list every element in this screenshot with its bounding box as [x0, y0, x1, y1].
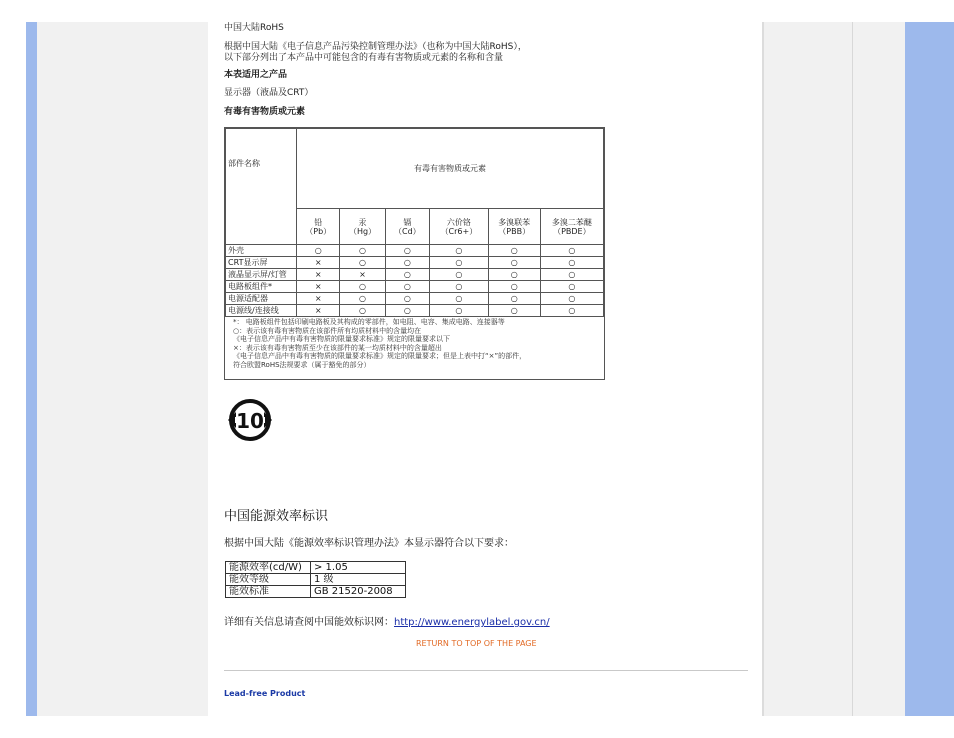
part-name: 电路板组件* — [226, 281, 297, 293]
energy-row — [226, 574, 406, 586]
content-mark: ○ — [488, 269, 540, 281]
substance-symbol: （Pb） — [305, 226, 332, 236]
right-margin-panel — [764, 22, 852, 716]
energy-label: 能效标准 — [226, 586, 311, 598]
content-mark: ○ — [430, 281, 489, 293]
content-mark: ○ — [430, 245, 489, 257]
left-frame-bar — [26, 22, 37, 716]
content-mark: ○ — [340, 245, 385, 257]
rohs-notes — [233, 318, 526, 369]
left-margin-panel — [37, 22, 208, 716]
energy-value: GB 21520-2008 — [311, 586, 406, 598]
content-mark: ○ — [488, 257, 540, 269]
rohs-note-line: 《电子信息产品中有毒有害物质的限量要求标准》规定的限量要求；但是上表中打“×”的部件， — [233, 352, 527, 360]
substance-name: 镉 — [403, 217, 412, 227]
environment-protection-10-logo — [225, 395, 275, 445]
content-mark: × — [297, 269, 340, 281]
substance-name: 汞 — [358, 217, 367, 227]
content-mark: ○ — [340, 257, 385, 269]
lead-free-product-link[interactable]: Lead-free Product — [224, 689, 306, 698]
substance-name: 铅 — [314, 217, 323, 227]
rohs-note-line: 符合欧盟RoHS法规要求（属于豁免的部分） — [233, 360, 371, 369]
substances-heading: 有毒有害物质或元素 — [224, 107, 306, 117]
right-frame-bar — [905, 22, 954, 716]
content-mark: ○ — [385, 305, 430, 317]
substance-symbol: （Hg） — [348, 226, 377, 236]
content-mark: ○ — [385, 257, 430, 269]
substance-name: 六价铬 — [446, 217, 471, 227]
more-info-line — [224, 613, 550, 628]
rohs-row — [226, 281, 604, 293]
right-margin-panel-2 — [853, 22, 905, 716]
content-mark: ○ — [488, 293, 540, 305]
substance-column-header — [385, 209, 430, 245]
rohs-row — [226, 269, 604, 281]
content-mark: ○ — [340, 293, 385, 305]
substance-column-header — [488, 209, 540, 245]
content-mark: ○ — [430, 293, 489, 305]
rohs-note-line: 《电子信息产品中有毒有害物质的限量要求标准》规定的限量要求以下 — [233, 335, 450, 343]
content-mark: ○ — [430, 305, 489, 317]
return-to-top-link[interactable]: RETURN TO TOP OF THE PAGE — [416, 639, 537, 648]
substance-header: 有毒有害物质或元素 — [297, 129, 604, 209]
content-mark: ○ — [430, 269, 489, 281]
product-text: 显示器（液晶及CRT） — [224, 88, 314, 98]
rohs-note-line: ×：表示该有毒有害物质至少在该部件的某一均质材料中的含量超出 — [233, 343, 442, 352]
section-divider — [224, 670, 748, 671]
content-mark: × — [340, 269, 385, 281]
content-mark: ○ — [385, 269, 430, 281]
content-mark: ○ — [488, 245, 540, 257]
rohs-row — [226, 245, 604, 257]
energy-intro: 根据中国大陆《能源效率标识管理办法》本显示器符合以下要求： — [224, 538, 514, 549]
energy-row — [226, 586, 406, 598]
content-mark: ○ — [540, 269, 603, 281]
energy-value: > 1.05 — [311, 562, 406, 574]
substance-column-header — [540, 209, 603, 245]
rohs-intro-line-1: 根据中国大陆《电子信息产品污染控制管理办法》（也称为中国大陆RoHS）， — [224, 42, 527, 52]
content-mark: × — [297, 293, 340, 305]
substance-name: 多溴二苯醚 — [551, 217, 592, 227]
content-mark: × — [297, 257, 340, 269]
part-name: 外壳 — [226, 245, 297, 257]
energy-label: 能源效率(cd/W) — [226, 562, 311, 574]
substance-name: 多溴联苯 — [498, 217, 531, 227]
substance-symbol: （PBB） — [498, 226, 531, 236]
energy-value: 1 级 — [311, 574, 406, 586]
more-info-prefix: 详细有关信息请查阅中国能效标识网： — [224, 617, 394, 628]
content-mark: ○ — [488, 281, 540, 293]
rohs-row — [226, 305, 604, 317]
rohs-table — [225, 128, 604, 317]
energy-row — [226, 562, 406, 574]
content-mark: ○ — [540, 305, 603, 317]
substance-symbol: （Cd） — [394, 226, 421, 236]
substance-column-header — [340, 209, 385, 245]
content-mark: ○ — [488, 305, 540, 317]
energy-table — [225, 561, 406, 598]
part-name: 电源适配器 — [226, 293, 297, 305]
substance-column-header — [297, 209, 340, 245]
rohs-note-line: *： 电路板组件包括印刷电路板及其构成的零部件，如电阻、电容、集成电路、连接器等 — [233, 318, 505, 326]
rohs-title: 中国大陆RoHS — [224, 23, 284, 33]
content-mark: ○ — [430, 257, 489, 269]
energy-label: 能效等级 — [226, 574, 311, 586]
energy-heading: 中国能源效率标识 — [224, 509, 329, 524]
content-mark: ○ — [385, 245, 430, 257]
content-mark: ○ — [540, 293, 603, 305]
rohs-note-line: ○：表示该有毒有害物质在该部件所有均质材料中的含量均在 — [233, 326, 422, 335]
rohs-row — [226, 293, 604, 305]
content-mark: ○ — [540, 245, 603, 257]
substance-symbol: （Cr6+） — [440, 226, 478, 236]
content-mark: × — [297, 281, 340, 293]
substance-column-header — [430, 209, 489, 245]
rohs-row — [226, 257, 604, 269]
part-name: 液晶显示屏/灯管 — [226, 269, 297, 281]
content-mark: ○ — [340, 305, 385, 317]
energylabel-link[interactable]: http://www.energylabel.gov.cn/ — [394, 617, 550, 628]
content-mark: ○ — [540, 257, 603, 269]
part-name: 电源线/连接线 — [226, 305, 297, 317]
content-mark: ○ — [540, 281, 603, 293]
substance-symbol: （PBDE） — [553, 226, 591, 236]
applies-heading: 本表适用之产品 — [224, 70, 288, 80]
content-mark: ○ — [385, 281, 430, 293]
content-mark: ○ — [385, 293, 430, 305]
part-header: 部件名称 — [226, 129, 297, 245]
rohs-table-box — [224, 127, 605, 380]
rohs-intro-line-2: 以下部分列出了本产品中可能包含的有毒有害物质或元素的名称和含量 — [224, 53, 504, 63]
content-mark: ○ — [340, 281, 385, 293]
content-mark: × — [297, 305, 340, 317]
logo-number: 10 — [236, 409, 264, 433]
content-mark: ○ — [297, 245, 340, 257]
part-name: CRT显示屏 — [226, 257, 297, 269]
